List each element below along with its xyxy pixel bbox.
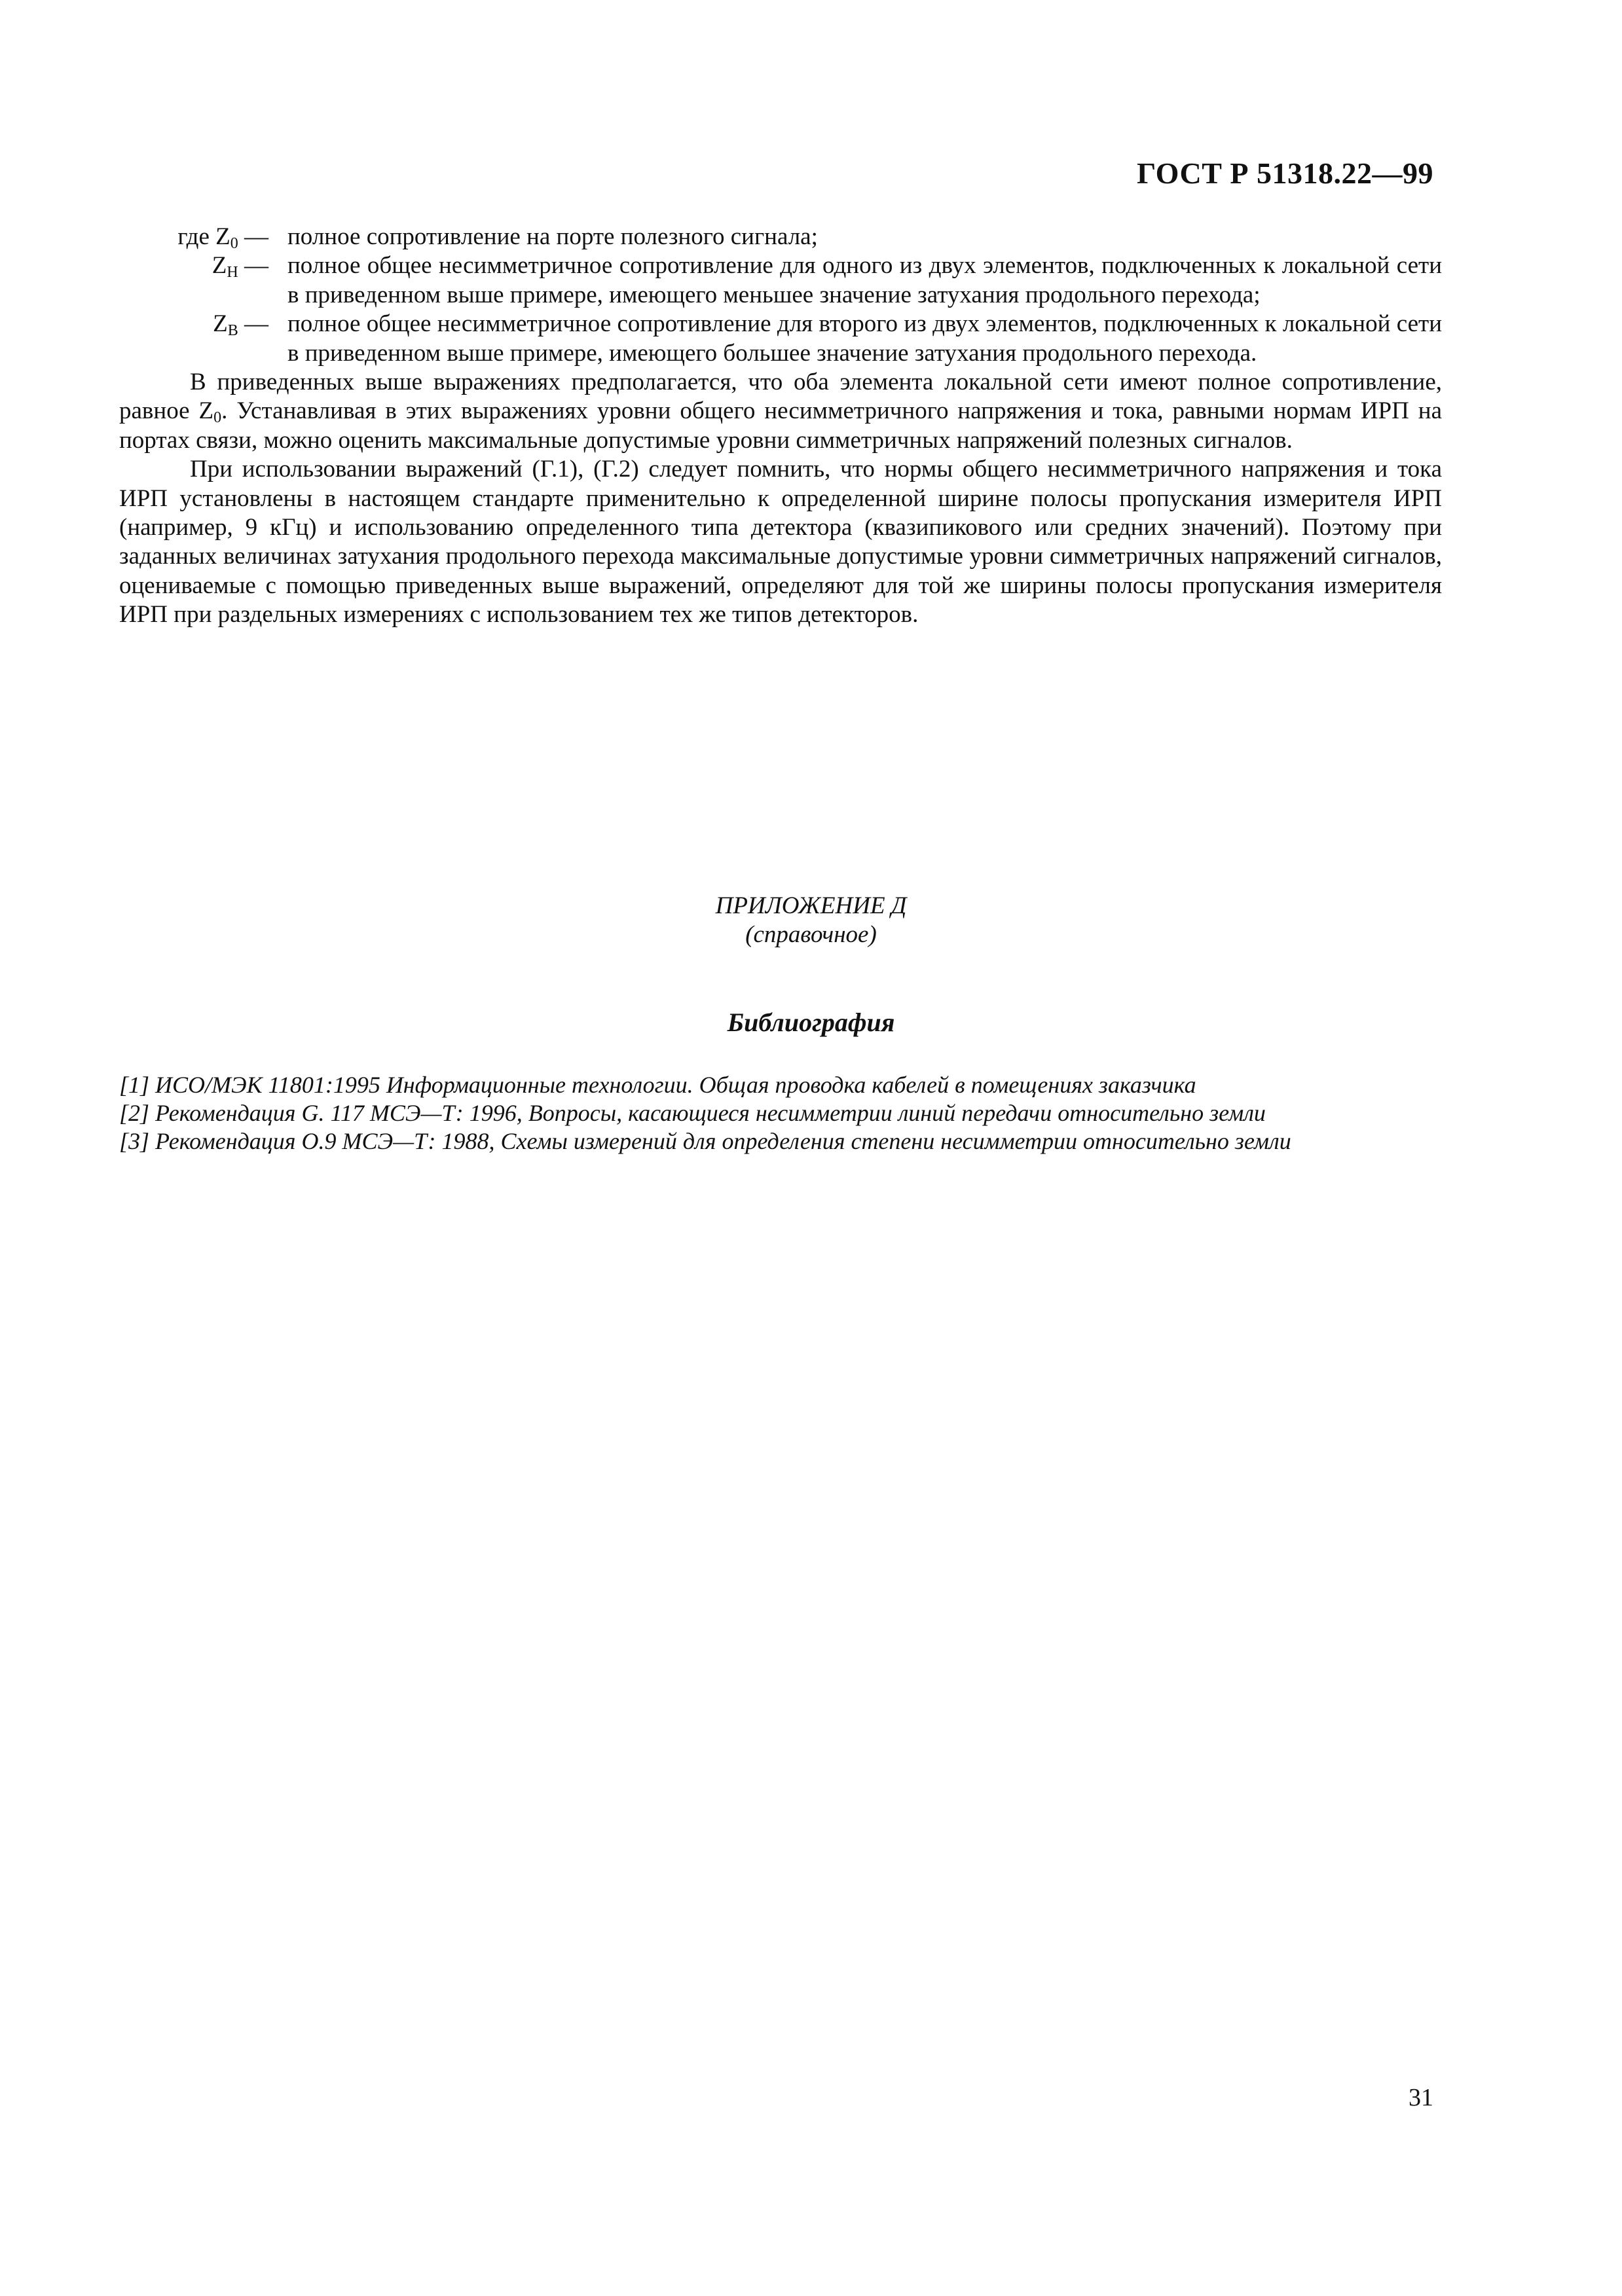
page-header-standard: ГОСТ Р 51318.22—99	[1137, 156, 1433, 190]
main-text	[119, 223, 1442, 629]
bibliography-item: [3] Рекомендация O.9 МСЭ—Т: 1988, Схемы измерений для определения степени несимметрии относительно земли	[119, 1128, 1291, 1155]
paragraph-usage-note: При использовании выражений (Г.1), (Г.2) следует помнить, что нормы общего несимметричного напряжения и тока ИРП установлены в настоящем стандарте применительно к определенной ширине полосы пропускания измерителя ИРП (например, 9 кГц) и использованию определенного типа детектора (квазипикового или средних значений). Поэтому при заданных величинах затухания продольного перехода максимальные допустимые уровни симметричных напряжений сигналов, оцениваемые с помощью приведенных выше выражений, определяют для той же ширины полосы пропускания измерителя ИРП при раздельных измерениях с использованием тех же типов детекторов.	[119, 456, 1442, 629]
appendix-heading	[0, 892, 1622, 950]
definition-zb	[119, 310, 1442, 368]
bibliography-item: [1] ИСО/МЭК 11801:1995 Информационные технологии. Общая проводка кабелей в помещениях заказчика	[119, 1072, 1196, 1098]
appendix-title: ПРИЛОЖЕНИЕ Д	[715, 892, 907, 919]
definition-list	[119, 223, 1442, 368]
definition-z0	[119, 223, 1442, 251]
definition-term: $Z_Н$ —	[212, 252, 268, 282]
page-number: 31	[1409, 2084, 1433, 2111]
definition-text: полное общее несимметричное сопротивление для второго из двух элементов, подключенных к локальной сети в приведенном выше примере, имеющего большее значение затухания продольного перехода.	[287, 310, 1442, 367]
definition-term: $Z_В$ —	[213, 310, 268, 340]
paragraph-assumption: В приведенных выше выражениях предполагается, что оба элемента локальной сети имеют полное сопротивление, равное $Z_0$. Устанавливая в этих выражениях уровни общего несимметричного напряжения и тока, равными нормам ИРП на портах связи, можно оценить максимальные допустимые уровни симметричных напряжений полезных сигналов.	[119, 368, 1443, 454]
appendix-subtitle: (справочное)	[745, 921, 877, 949]
definition-term: где $Z_0$ —	[177, 223, 268, 252]
definition-text: полное сопротивление на порте полезного сигнала;	[287, 223, 818, 250]
bibliography-title: Библиография	[727, 1008, 895, 1037]
bibliography-item: [2] Рекомендация G. 117 МСЭ—Т: 1996, Вопросы, касающиеся несимметрии линий передачи относительно земли	[119, 1100, 1266, 1127]
definition-text: полное общее несимметричное сопротивление для одного из двух элементов, подключенных к локальной сети в приведенном выше примере, имеющего меньшее значение затухания продольного перехода;	[287, 252, 1442, 308]
definition-zh	[119, 251, 1442, 310]
bibliography-list	[119, 1071, 1445, 1156]
